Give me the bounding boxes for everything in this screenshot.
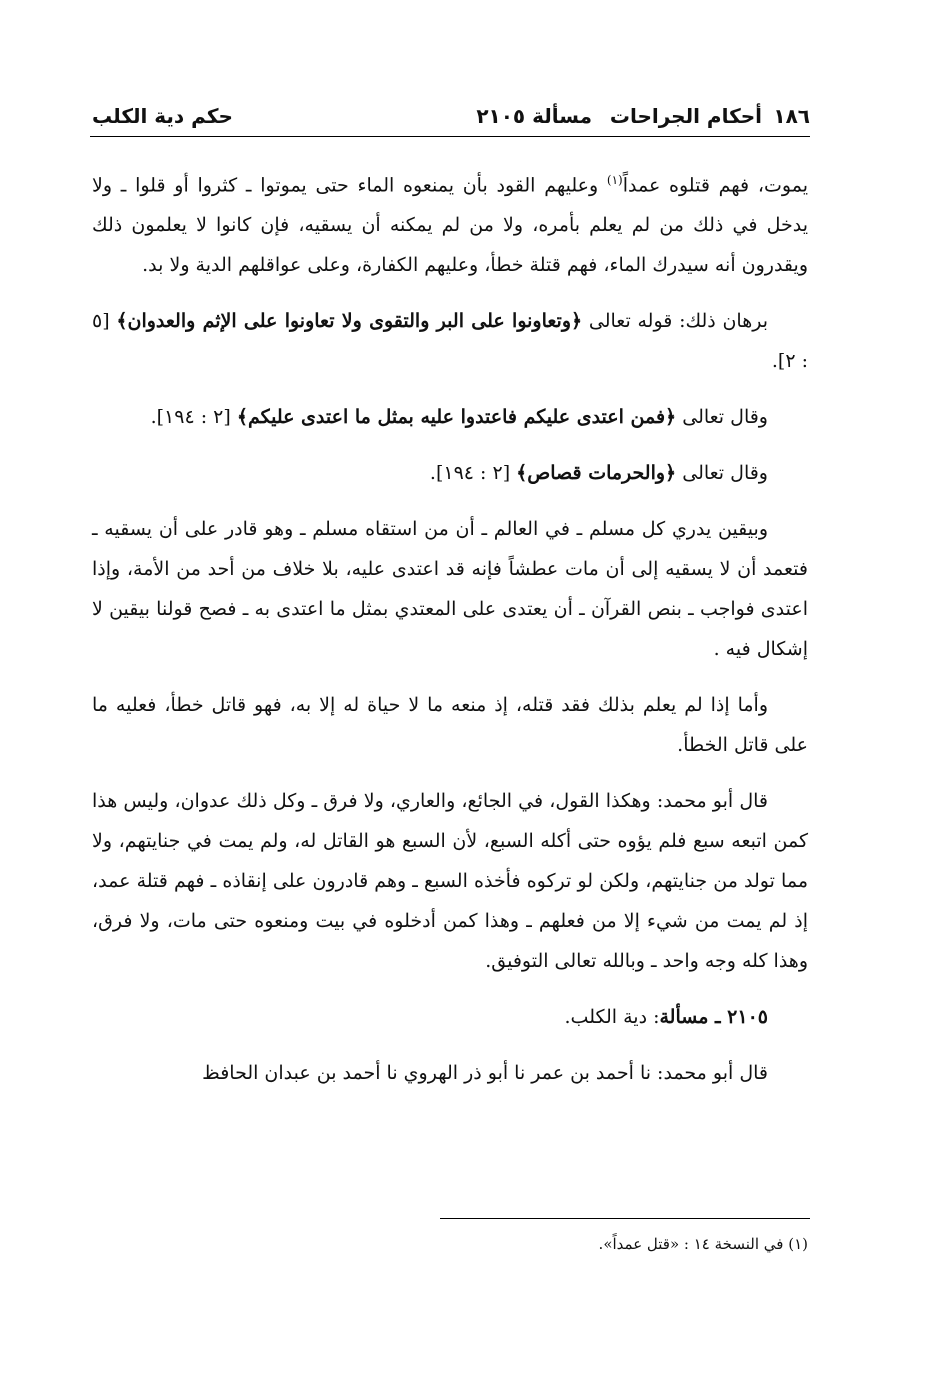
quran-quote: ﴿فمن اعتدى عليكم فاعتدوا عليه بمثل ما اعتدى عليكم﴾ [236, 406, 677, 429]
paragraph: يموت، فهم قتلوه عمداً$^{(١)}$ وعليهم القود بأن يمنعوه الماء حتى يموتوا ـ كثروا أو قلوا ـ ولا يدخل في ذلك من لم يعلم بأمره، ولا من لم يمكنه أن يسقيه، فإن كانوا لا يعلمون ذلك ويقدرون أنه سيدرك الماء، فهم قتلة خطأ، وعليهم الكفارة، وعلى عواقلهم الدية ولا بد. [92, 173, 808, 277]
paragraph: وقال تعالى ﴿فمن اعتدى عليكم فاعتدوا عليه بمثل ما اعتدى عليكم﴾ [٢ : ١٩٤]. [150, 406, 768, 429]
quran-quote: ﴿والحرمات قصاص﴾ [516, 462, 677, 485]
header-rule [90, 136, 810, 137]
main-text [92, 160, 808, 1109]
page-header [92, 104, 810, 134]
footnote: (١) في النسخة ١٤ : «قتل عمداً». [598, 1235, 808, 1253]
issue-heading: ٢١٠٥ ـ مسألة: دية الكلب. [564, 1006, 768, 1029]
paragraph: وقال تعالى ﴿والحرمات قصاص﴾ [٢ : ١٩٤]. [429, 462, 768, 485]
running-topic: حكم دية الكلب [92, 104, 233, 128]
footnote-rule [440, 1218, 810, 1219]
paragraph: قال أبو محمد: وهكذا القول، في الجائع، والعاري، ولا فرق ـ وكل ذلك عدوان، وليس هذا كمن اتبعه سبع فلم يؤوه حتى أكله السبع، لأن السبع هو القاتل له، ولم يمت في جنايتهم، ولا مما تولد من جنايتهم، ولكن لو تركوه فأخذه السبع ـ وهم قادرون على إنقاذه ـ فهم قتلة عمد، إذ لم يمت من شيء إلا من فعلهم ـ وهذا كمن أدخلوه في بيت ومنعوه حتى مات، ولا فرق، وهذا كله وجه واحد ـ وبالله تعالى التوفيق. [92, 790, 808, 973]
paragraph: وبيقين يدري كل مسلم ـ في العالم ـ أن من استقاه مسلم ـ وهو قادر على أن يسقيه ـ فتعمد أن لا يسقيه إلى أن مات عطشاً فإنه قد اعتدى عليه، بلا خلاف من أحد من الأمة، وإذا اعتدى فواجب ـ بنص القرآن ـ أن يعتدى على المعتدي بمثل ما اعتدى به ـ فصح قولنا بيقين لا إشكال فيه . [92, 518, 808, 661]
issue-label: ٢١٠٥ ـ مسألة [659, 1006, 768, 1029]
paragraph: قال أبو محمد: نا أحمد بن عمر نا أبو ذر الهروي نا أحمد بن عبدان الحافظ [202, 1062, 768, 1085]
book-title: أحكام الجراحات [609, 104, 762, 128]
quran-quote: ﴿وتعاونوا على البر والتقوى ولا تعاونوا على الإثم والعدوان﴾ [116, 310, 583, 333]
issue-number: مسألة ٢١٠٥ [476, 104, 592, 128]
page-number: ١٨٦ [773, 104, 810, 128]
footnote-marker: (١) [606, 173, 623, 187]
paragraph: وأما إذا لم يعلم بذلك فقد قتله، إذ منعه ما لا حياة له إلا به، فهو قاتل خطأ، فعليه ما على قاتل الخطأ. [92, 694, 808, 757]
paragraph: برهان ذلك: قوله تعالى ﴿وتعاونوا على البر والتقوى ولا تعاونوا على الإثم والعدوان﴾ [٥ : ٢]. [92, 310, 808, 373]
